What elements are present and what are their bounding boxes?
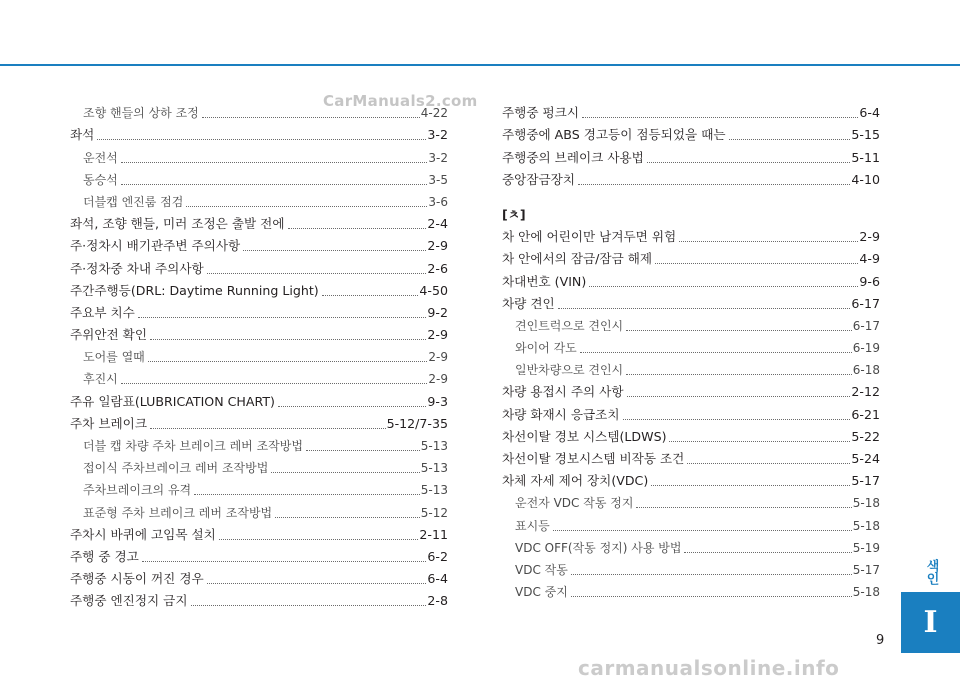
index-entry-page: 9-6: [859, 273, 880, 289]
index-entry[interactable]: [70, 365, 448, 387]
index-entry-label: VDC 작동: [515, 562, 568, 577]
index-entry-page: 3-5: [428, 172, 448, 187]
index-entry[interactable]: [70, 343, 448, 365]
index-entry-page: 5-18: [852, 518, 880, 533]
index-column-right: [502, 99, 880, 600]
index-entry-label: 차대번호 (VIN): [502, 273, 587, 289]
index-entry-label: 차 안에서의 잠금/잠금 해제: [502, 251, 653, 267]
index-entry-page: 6-17: [851, 295, 880, 311]
index-entry-page: 2-11: [419, 526, 448, 542]
index-entry-page: 4-9: [859, 251, 880, 267]
index-entry-label: 동승석: [83, 172, 118, 187]
index-entry-page: 2-9: [859, 229, 880, 245]
index-entry-label: 좌석, 조향 핸들, 미러 조정은 출발 전에: [70, 216, 285, 232]
index-entry-page: 9-3: [427, 393, 448, 409]
index-entry-page: 4-22: [420, 106, 448, 121]
index-entry[interactable]: [502, 445, 880, 467]
dot-leader: [571, 596, 852, 597]
dot-leader: [687, 463, 850, 464]
index-entry-page: 3-2: [427, 127, 448, 143]
dot-leader: [553, 530, 852, 531]
index-entry-label: 접이식 주차브레이크 레버 조작방법: [83, 461, 269, 476]
index-entry-page: 4-50: [419, 282, 448, 298]
index-entry-page: 2-12: [851, 384, 880, 400]
index-entry[interactable]: [70, 410, 448, 432]
dot-leader: [202, 117, 420, 118]
index-entry-label: 주요부 치수: [70, 304, 135, 320]
dot-leader: [651, 485, 850, 486]
index-entry[interactable]: [70, 565, 448, 587]
index-entry[interactable]: [502, 99, 880, 121]
index-entry[interactable]: [502, 423, 880, 445]
index-entry[interactable]: [502, 223, 880, 245]
index-entry-label: 와이어 각도: [515, 341, 577, 356]
index-entry[interactable]: [70, 476, 448, 498]
index-entry[interactable]: [70, 188, 448, 210]
index-entry-label: 주차브레이크의 유격: [83, 483, 192, 498]
index-entry-label: 차량 견인: [502, 295, 555, 311]
index-entry-label: 차선이탈 경보시스템 비작동 조건: [502, 451, 685, 466]
index-entry-label: VDC OFF(작동 정지) 사용 방법: [515, 540, 682, 555]
index-entry[interactable]: [70, 587, 448, 609]
index-entry-page: 6-19: [852, 341, 880, 356]
index-entry[interactable]: [502, 511, 880, 533]
index-entry-page: 5-13: [420, 483, 448, 498]
index-entry-label: 주간주행등(DRL: Daytime Running Light): [70, 282, 319, 298]
index-entry-page: 5-12/7-35: [386, 415, 448, 431]
index-entry-page: 5-17: [852, 562, 880, 577]
index-entry-page: 6-2: [427, 548, 448, 564]
index-entry-label: 주·정차시 배기관주변 주의사항: [70, 238, 241, 254]
dot-leader: [582, 117, 858, 118]
index-entry[interactable]: [502, 267, 880, 289]
dot-leader: [121, 184, 428, 185]
index-entry-page: 2-4: [427, 216, 448, 232]
dot-leader: [121, 383, 428, 384]
index-entry-label: 차체 자세 제어 장치(VDC): [502, 473, 649, 489]
index-entry-page: 5-19: [852, 540, 880, 555]
index-entry-label: 차선이탈 경보 시스템(LDWS): [502, 428, 667, 444]
dot-leader: [243, 250, 426, 251]
index-entry-page: 4-10: [851, 171, 880, 187]
side-tab-label: 색인: [923, 559, 939, 585]
index-entry-page: 2-9: [428, 350, 448, 365]
index-entry[interactable]: [70, 254, 448, 276]
index-entry-page: 5-18: [852, 496, 880, 511]
dot-leader: [636, 507, 851, 508]
index-entry[interactable]: [502, 166, 880, 188]
index-entry-label: 주차시 바퀴에 고임목 설치: [70, 526, 216, 542]
section-gap: [502, 188, 880, 201]
index-entry-label: 주유 일람표(LUBRICATION CHART): [70, 393, 275, 409]
dot-leader: [275, 517, 420, 518]
index-entry-page: 5-22: [851, 428, 880, 444]
index-entry-label: 주행중 펑크시: [502, 105, 579, 121]
index-entry[interactable]: [70, 166, 448, 188]
index-entry-label: 주행중에 ABS 경고등이 점등되었을 때는: [502, 127, 726, 143]
index-entry-page: 5-17: [851, 473, 880, 489]
index-entry-label: 좌석: [70, 127, 95, 143]
index-entry[interactable]: [70, 321, 448, 343]
index-entry[interactable]: [70, 210, 448, 232]
index-entry[interactable]: [502, 578, 880, 600]
index-entry-page: 5-11: [851, 149, 880, 165]
index-entry[interactable]: [502, 356, 880, 378]
index-entry[interactable]: [502, 400, 880, 422]
index-entry[interactable]: [70, 277, 448, 299]
index-entry-page: 5-15: [851, 127, 880, 143]
dot-leader: [669, 441, 850, 442]
index-entry-label: 조향 핸들의 상하 조정: [83, 106, 199, 121]
page-number: 9: [876, 633, 885, 648]
index-entry-page: 5-13: [420, 461, 448, 476]
index-entry-page: 6-21: [851, 406, 880, 422]
index-entry[interactable]: [502, 143, 880, 165]
dot-leader: [150, 428, 386, 429]
index-entry-page: 5-13: [420, 439, 448, 453]
index-entry-label: 더블캡 엔진룸 점검: [83, 194, 184, 209]
index-entry[interactable]: [502, 556, 880, 578]
index-entry-label: 차량 용접시 주의 사항: [502, 384, 624, 400]
index-entry-label: 더블 캡 차량 주차 브레이크 레버 조작방법: [83, 439, 303, 453]
index-entry-label: 후진시: [83, 372, 118, 387]
index-entry-label: 주행중 엔진정지 금지: [70, 593, 188, 609]
dot-leader: [626, 374, 852, 375]
dot-leader: [288, 228, 427, 229]
index-entry-label: 도어를 열때: [83, 350, 145, 365]
index-entry-page: 2-9: [428, 372, 448, 387]
watermark-top: CarManuals2.com: [323, 92, 478, 110]
index-entry[interactable]: [502, 378, 880, 400]
index-entry-label: 주행중 시동이 꺼진 경우: [70, 571, 204, 587]
dot-leader: [219, 539, 419, 540]
dot-leader: [655, 263, 858, 264]
index-entry-label: 주위안전 확인: [70, 327, 147, 343]
index-entry[interactable]: [70, 543, 448, 565]
index-entry-page: 6-17: [852, 318, 880, 333]
index-entry[interactable]: [502, 312, 880, 334]
dot-leader: [97, 139, 426, 140]
index-group-cha: [502, 223, 880, 600]
index-entry-page: 3-2: [428, 150, 448, 165]
index-entry-page: 5-18: [852, 585, 880, 600]
index-entry-label: 운전자 VDC 작동 정지: [515, 496, 634, 511]
dot-leader: [627, 396, 851, 397]
index-entry-label: 차 안에 어린이만 남겨두면 위험: [502, 229, 677, 245]
index-entry[interactable]: [70, 498, 448, 520]
index-entry[interactable]: [70, 521, 448, 543]
index-entry-page: 3-6: [428, 194, 448, 209]
index-group-ju: [502, 99, 880, 188]
index-entry-page: 2-9: [427, 238, 448, 254]
dot-leader: [186, 206, 427, 207]
index-entry-label: 표시등: [515, 518, 550, 533]
dot-leader: [148, 361, 428, 362]
watermark-bottom: carmanualsonline.info: [578, 656, 840, 680]
index-entry-page: 2-9: [427, 327, 448, 343]
dot-leader: [558, 308, 851, 309]
index-entry-label: 일반차량으로 견인시: [515, 363, 624, 378]
dot-leader: [138, 317, 427, 318]
dot-leader: [729, 139, 851, 140]
index-entry[interactable]: [70, 143, 448, 165]
index-column-left: [70, 99, 448, 609]
dot-leader: [194, 494, 420, 495]
index-entry-label: 주·정차중 차내 주의사항: [70, 260, 204, 276]
header-rule: [0, 64, 960, 66]
dot-leader: [322, 295, 419, 296]
index-entry[interactable]: [502, 245, 880, 267]
dot-leader: [647, 162, 851, 163]
dot-leader: [684, 552, 851, 553]
index-entry[interactable]: [502, 290, 880, 312]
index-entry-label: 주차 브레이크: [70, 415, 147, 431]
index-entry-label: 운전석: [83, 150, 118, 165]
index-entry[interactable]: [70, 121, 448, 143]
dot-leader: [150, 339, 426, 340]
index-entry[interactable]: [502, 467, 880, 489]
dot-leader: [207, 273, 427, 274]
index-entry-label: 주행중의 브레이크 사용법: [502, 149, 644, 165]
dot-leader: [306, 450, 420, 451]
index-entry[interactable]: [502, 534, 880, 556]
dot-leader: [142, 561, 427, 562]
index-entry[interactable]: [502, 121, 880, 143]
index-entry[interactable]: [70, 387, 448, 409]
index-entry-label: 주행 중 경고: [70, 548, 139, 564]
index-entry[interactable]: [70, 432, 448, 454]
index-entry-page: 6-18: [852, 363, 880, 378]
dot-leader: [679, 241, 858, 242]
dot-leader: [271, 472, 419, 473]
section-heading: [ㅊ]: [502, 206, 526, 222]
index-entry-label: 중앙잠금장치: [502, 171, 575, 187]
index-entry-page: 6-4: [427, 571, 448, 587]
index-entry[interactable]: [70, 232, 448, 254]
dot-leader: [589, 286, 858, 287]
index-entry[interactable]: [502, 489, 880, 511]
index-entry-page: 2-8: [427, 593, 448, 609]
index-entry[interactable]: [502, 334, 880, 356]
index-entry[interactable]: [70, 299, 448, 321]
index-entry-page: 2-6: [427, 260, 448, 276]
chapter-tab[interactable]: I: [901, 592, 960, 653]
dot-leader: [571, 574, 852, 575]
dot-leader: [626, 330, 852, 331]
dot-leader: [121, 162, 428, 163]
dot-leader: [578, 184, 850, 185]
index-entry-page: 9-2: [427, 304, 448, 320]
dot-leader: [623, 419, 851, 420]
index-entry-page: 5-12: [420, 505, 448, 520]
index-entry-label: 견인트럭으로 견인시: [515, 318, 624, 333]
index-entry-page: 6-4: [859, 105, 880, 121]
dot-leader: [278, 406, 426, 407]
index-entry-page: 5-24: [851, 451, 880, 466]
dot-leader: [580, 352, 852, 353]
dot-leader: [191, 605, 427, 606]
index-entry-label: 차량 화재시 응급조치: [502, 406, 620, 422]
index-entry-label: VDC 중지: [515, 585, 568, 600]
index-entry[interactable]: [70, 454, 448, 476]
index-entry-label: 표준형 주차 브레이크 레버 조작방법: [83, 505, 273, 520]
dot-leader: [207, 583, 427, 584]
